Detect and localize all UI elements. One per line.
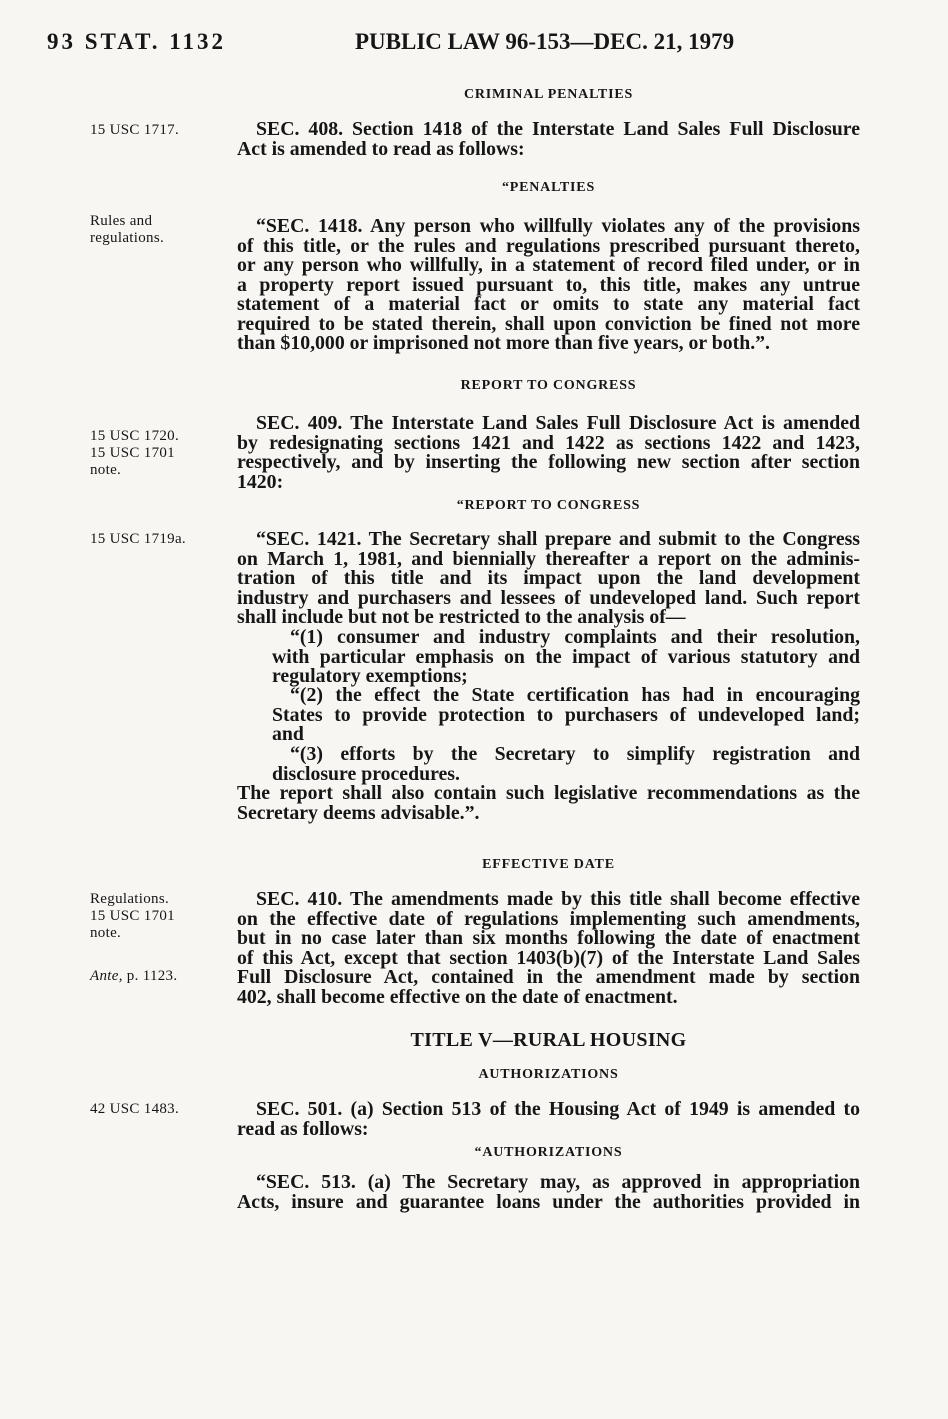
sec-410-paragraph-line: Full Disclosure Act, contained in the amendment made by section — [237, 966, 860, 988]
sec-1421-item-1 — [272, 628, 860, 687]
sec-409-paragraph-line: respectively, and by inserting the following new section after section — [237, 451, 860, 473]
sec-1418-paragraph-line: than $10,000 or imprisoned not more than five years, or both.”. — [237, 332, 771, 354]
heading-report-to-congress-quoted: “REPORT TO CONGRESS — [456, 498, 641, 513]
heading-authorizations: AUTHORIZATIONS — [478, 1067, 619, 1082]
sec-1421-item-1-line: “(1) consumer and industry complaints and their resolution, — [290, 626, 860, 648]
margin-note-rules-and-regulations-line: regulations. — [90, 230, 165, 246]
margin-note-ante-page: p. 1123. — [122, 968, 178, 984]
sec-1421-item-2-line: States to provide protection to purchasers of undeveloped land; — [272, 703, 860, 726]
sec-1421-item-2 — [272, 686, 860, 745]
sec-1421-paragraph-line: tration of this title and its impact upon the land development — [237, 567, 860, 589]
sec-409-paragraph — [237, 414, 860, 492]
sec-1421-item-2-line: and — [272, 723, 304, 745]
margin-note-15-usc-1720-line: 15 USC 1720. — [90, 428, 180, 444]
margin-note-15-usc-1717 — [90, 122, 230, 139]
margin-note-15-usc-1720 — [90, 428, 230, 479]
sec-409-paragraph-line: by redesignating sections 1421 and 1422 as sections 1422 and 1423, — [237, 431, 860, 454]
heading-report-to-congress: REPORT TO CONGRESS — [460, 378, 637, 393]
margin-note-15-usc-1720-line: 15 USC 1701 — [90, 445, 175, 461]
sec-410-paragraph-line: of this Act, except that section 1403(b)(7) of the Interstate Land Sales — [237, 946, 860, 969]
sec-1418-paragraph-line: “SEC. 1418. Any person who willfully violates any of the provisions — [256, 215, 860, 237]
sec-513-paragraph-line: Acts, insure and guarantee loans under the authorities provided in — [237, 1190, 860, 1213]
sec-410-paragraph — [237, 890, 860, 1007]
sec-1418-paragraph-line: required to be stated therein, shall upon conviction be fined not more — [237, 312, 860, 335]
margin-note-rules-and-regulations-line: Rules and — [90, 213, 153, 229]
sec-501-paragraph-line: SEC. 501. (a) Section 513 of the Housing Act of 1949 is amended to — [256, 1098, 860, 1120]
sec-1421-item-3-line: “(3) efforts by the Secretary to simplify registration and — [290, 743, 860, 765]
sec-408-paragraph-line: Act is amended to read as follows: — [237, 137, 525, 160]
sec-409-paragraph-line: SEC. 409. The Interstate Land Sales Full Disclosure Act is amended — [256, 412, 860, 434]
sec-1421-paragraph-line: industry and purchasers and lessees of undeveloped land. Such report — [237, 586, 860, 609]
stat-page-number: 93 STAT. 1132 — [47, 29, 226, 54]
margin-note-regulations — [90, 891, 230, 942]
margin-note-regulations-line: 15 USC 1701 — [90, 908, 175, 924]
sec-1421-closing-line: Secretary deems advisable.”. — [237, 801, 480, 824]
sec-513-paragraph — [237, 1173, 860, 1212]
sec-1421-paragraph-line: on March 1, 1981, and biennially thereafter a report on the adminis- — [237, 547, 860, 570]
sec-408-paragraph — [237, 120, 860, 159]
margin-note-regulations-line: note. — [90, 925, 122, 941]
sec-501-paragraph — [237, 1100, 860, 1139]
margin-note-42-usc-1483 — [90, 1101, 230, 1118]
sec-1421-item-3-line: disclosure procedures. — [272, 762, 460, 785]
margin-note-15-usc-1719a — [90, 531, 230, 548]
heading-effective-date: EFFECTIVE DATE — [482, 857, 615, 872]
sec-1421-paragraph-line: shall include but not be restricted to the analysis of— — [237, 606, 686, 628]
sec-501-paragraph-line: read as follows: — [237, 1117, 369, 1140]
sec-410-paragraph-line: 402, shall become effective on the date of enactment. — [237, 985, 678, 1008]
sec-1421-paragraph — [237, 530, 860, 628]
sec-1421-item-1-line: with particular emphasis on the impact of various statutory and — [272, 645, 860, 668]
heading-authorizations-quoted: “AUTHORIZATIONS — [474, 1145, 623, 1160]
margin-note-15-usc-1720-line: note. — [90, 462, 122, 478]
sec-409-paragraph-line: 1420: — [237, 470, 284, 493]
sec-1421-closing-line: The report shall also contain such legislative recommendations as the — [237, 782, 860, 804]
sec-1421-paragraph-line: “SEC. 1421. The Secretary shall prepare and submit to the Congress — [256, 528, 860, 550]
margin-note-42-usc-1483-line: 42 USC 1483. — [90, 1101, 180, 1117]
sec-410-paragraph-line: on the effective date of regulations implementing such amendments, — [237, 907, 860, 930]
sec-408-paragraph-line: SEC. 408. Section 1418 of the Interstate Land Sales Full Disclosure — [256, 118, 860, 140]
sec-1421-item-3 — [272, 745, 860, 784]
sec-1421-closing — [237, 784, 860, 823]
sec-1418-paragraph-line: a property report issued pursuant to, this title, makes any untrue — [237, 273, 860, 296]
sec-1421-item-2-line: “(2) the effect the State certification has had in encouraging — [290, 684, 860, 706]
sec-410-paragraph-line: SEC. 410. The amendments made by this title shall become effective — [256, 888, 860, 910]
margin-note-rules-and-regulations — [90, 213, 230, 247]
sec-1418-paragraph — [237, 217, 860, 354]
heading-criminal-penalties: CRIMINAL PENALTIES — [463, 87, 634, 102]
heading-penalties: “PENALTIES — [501, 180, 596, 195]
sec-1418-paragraph-line: statement of a material fact or omits to state any material fact — [237, 293, 860, 315]
sec-513-paragraph-line: “SEC. 513. (a) The Secretary may, as approved in appropriation — [256, 1171, 860, 1193]
margin-note-15-usc-1719a-line: 15 USC 1719a. — [90, 531, 186, 547]
sec-1421-item-1-line: regulatory exemptions; — [272, 665, 468, 687]
sec-1418-paragraph-line: of this title, or the rules and regulations prescribed pursuant thereto, — [237, 234, 860, 257]
margin-note-regulations-line: Regulations. — [90, 891, 170, 907]
margin-note-ante — [90, 968, 230, 985]
title-v-heading: TITLE V—RURAL HOUSING — [410, 1029, 687, 1051]
margin-note-15-usc-1717-line: 15 USC 1717. — [90, 122, 180, 138]
sec-1418-paragraph-line: or any person who willfully, in a statement of record filed under, or in — [237, 254, 860, 276]
margin-note-ante-italic: Ante, — [90, 968, 123, 984]
public-law-title: PUBLIC LAW 96-153—DEC. 21, 1979 — [355, 29, 735, 54]
sec-410-paragraph-line: but in no case later than six months following the date of enactment — [237, 927, 860, 949]
